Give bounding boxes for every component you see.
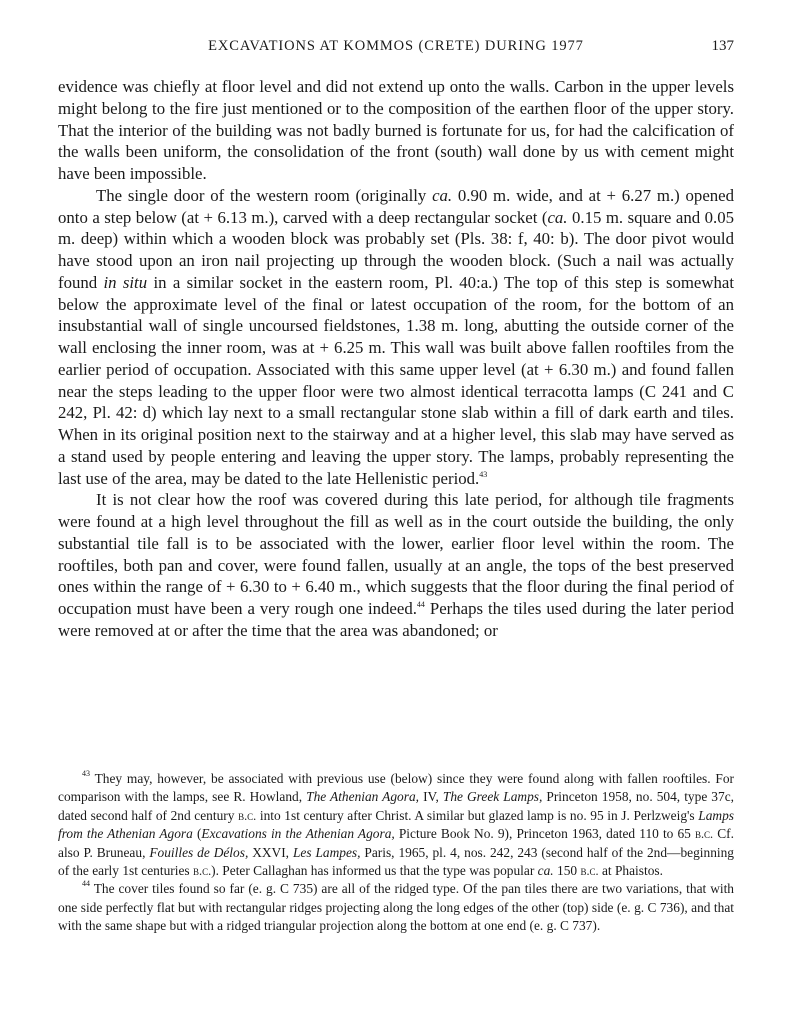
running-header (58, 38, 734, 62)
main-text (58, 76, 734, 642)
citation-title: Les Lampes, (292, 844, 361, 860)
footnote-text: at Phaistos. (598, 863, 663, 879)
paragraph-2-text: in a similar socket in the eastern room, Pl. 40:a.) The top of this step is somewhat below the approximate level of the final or latest occupation of the room, for the bottom of an insubstantial wall of single uncoursed fieldstones, 1.38 m. long, abutting the outside corner of the wall enclosing the inner room, was at + 6.25 m. This wall was built above fallen rooftiles from the earlier period of occupation. Associated with this same upper level (at + 6.30 m.) and found fallen near the steps leading to the upper floor were two almost identical terracotta lamps (C 241 and C 242, Pl. 42: d) which lay next to a small rectangular stone slab within a fill of dark earth and tiles. When in its original position next to the stairway and at a higher level, this slab may have served as a stand used by people entering and leaving the upper story. The lamps, probably representing the last use of the area, may be dated to the late Hellenistic period. (58, 272, 734, 488)
footnote-text: The cover tiles found so far (e. g. C 735) are all of the ridged type. Of the pan tiles there are two variations, that with one side perfectly flat but with rectangular ridges projecting along the long edges of the other (top) side (e. g. C 736), and that with the same shape but with a ridged triangular projection along the bottom at one end (e. g. C 737). (58, 881, 734, 934)
term-in-situ: in situ (103, 272, 148, 292)
footnote-text: into 1st century after Christ. A similar but glazed lamp is no. 95 in J. Perlzweig's (256, 807, 699, 823)
footnote-text: Cf. also P. Bruneau, (58, 826, 734, 860)
running-title: EXCAVATIONS AT KOMMOS (CRETE) DURING 1977 (208, 38, 584, 54)
abbrev-circa: ca. (547, 207, 568, 227)
era-abbrev: b.c. (694, 827, 714, 842)
footnote-ref-44[interactable]: 44 (416, 600, 425, 609)
paragraph-3 (58, 489, 734, 641)
footnote-text: XXVI, (248, 844, 293, 860)
era-abbrev: b.c. (580, 864, 599, 879)
citation-title: The Athenian Agora, (306, 789, 420, 805)
paragraph-3-text: It is not clear how the roof was covered during this late period, for although tile fragments were found at a high level throughout the fill as well as in the court outside the building, the only substantial tile fall is to be associated with the lower, earlier floor level within the room. The rooftiles, both pan and cover, were found fallen, usually at an angle, the tops of the best preserved ones within the range of + 6.30 to + 6.40 m., which suggests that the floor during the final period of occupation must have been a very rough one indeed. (58, 490, 734, 618)
citation-title: The Greek Lamps, (442, 789, 543, 805)
footnote-number: 43 (82, 769, 90, 778)
footnote-text: Picture Book No. 9), Princeton 1963, dated 110 to 65 (394, 826, 695, 842)
paragraph-1: evidence was chiefly at floor level and did not extend up onto the walls. Carbon in the upper levels might belong to the fire just mentioned or to the composition of the earthen floor of the upper story. That the interior of the building was not badly burned is fortunate for us, for had the calcification of the walls been uniform, the consolidation of the front (south) wall done by us with cement might have been impossible. (58, 77, 734, 183)
footnote-text: IV, (419, 789, 443, 805)
paragraph-2-text: 0.15 m. square and 0.05 m. deep) within which a wooden block was probably set (Pls. 38: f, 40: b). The door pivot would have stood upon an iron nail projecting up through the wooden block. (Such a nail was actually found (58, 207, 734, 292)
footnote-text: 150 (553, 863, 581, 879)
abbrev-circa: ca. (537, 863, 554, 879)
footnotes (58, 770, 734, 936)
paragraph-2-text: The single door of the western room (originally (96, 185, 433, 205)
paragraph-3-text: Perhaps the tiles used during the later period were removed at or after the time that the area was abandoned; or (58, 599, 734, 640)
paragraph-2-text: 0.90 m. wide, and at + 6.27 m.) opened onto a step below (at + 6.13 m.), carved with a deep rectangular socket ( (58, 185, 735, 227)
citation-title: Excavations in the Athenian Agora, (201, 826, 395, 842)
page-number: 137 (711, 38, 734, 54)
paragraph-2 (58, 185, 734, 490)
era-abbrev: b.c. (238, 808, 257, 823)
footnote-text: They may, however, be associated with previous use (below) since they were found along with fallen rooftiles. For comparison with the lamps, see R. Howland, (58, 771, 734, 805)
footnote-text: Princeton 1958, no. 504, type 37c, dated second half of 2nd century (58, 789, 734, 823)
footnote-43 (58, 770, 734, 880)
era-abbrev: b.c. (192, 864, 212, 879)
citation-title: Fouilles de Délos, (149, 844, 249, 860)
footnote-text: ( (192, 826, 202, 842)
footnote-ref-43[interactable]: 43 (479, 469, 488, 479)
abbrev-circa: ca. (432, 185, 453, 205)
footnote-text: ). Peter Callaghan has informed us that the type was popular (211, 863, 538, 879)
footnote-number: 44 (82, 879, 90, 889)
citation-title: Lamps from the Athenian Agora (58, 807, 734, 842)
footnote-text: Paris, 1965, pl. 4, nos. 242, 243 (second half of the 2nd—beginning of the early 1st centuries (58, 844, 735, 879)
footnote-44 (58, 880, 734, 935)
